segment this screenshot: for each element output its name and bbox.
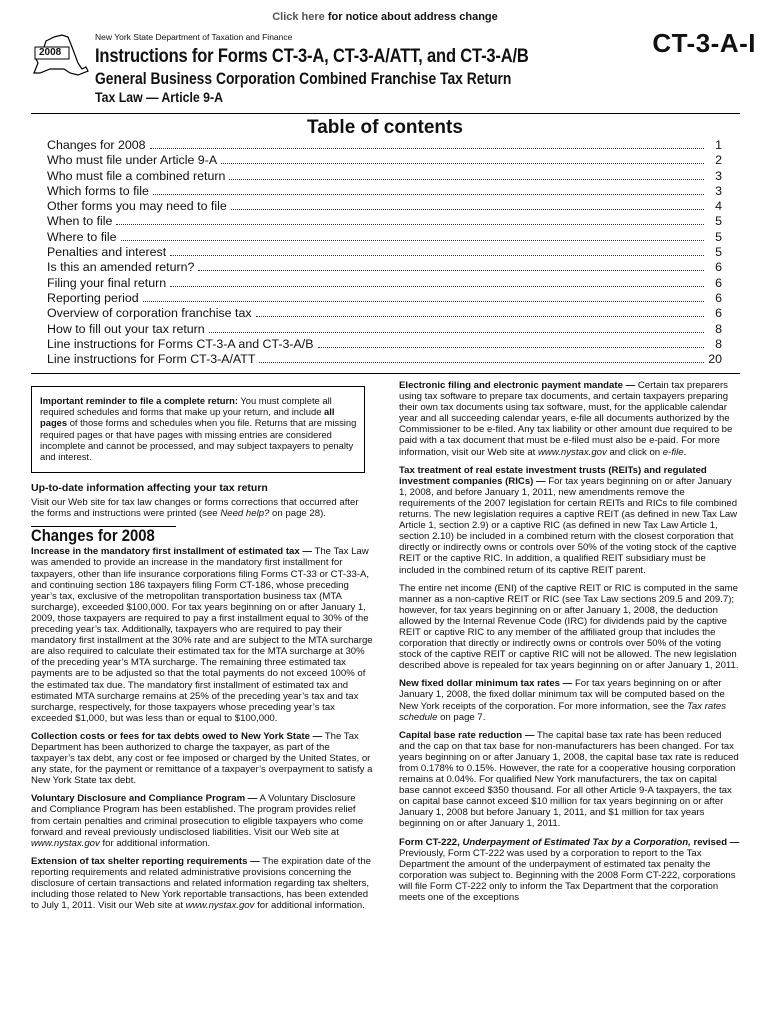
fdm-text: For tax years beginning on or after January 1, 2008, the fixed dollar minimum tax will be computed based on the New York receipts of the corporation. For more information, see the <box>399 678 725 712</box>
toc-divider <box>31 373 740 374</box>
toc-entry[interactable] <box>47 138 722 153</box>
change-4-link[interactable]: www.nystax.gov <box>185 900 255 912</box>
toc-entry-page: 2 <box>715 153 722 168</box>
fdm-heading: New fixed dollar minimum tax rates — <box>399 678 573 690</box>
toc-entry-page: 20 <box>708 352 722 367</box>
toc-entry[interactable] <box>47 199 722 214</box>
change-3-end: for additional information. <box>99 837 211 849</box>
ct222-text: Previously, Form CT-222 was used by a corporation to report to the Tax Department the amount of the underpayment of estimated tax penalty the corporation was subject to. Beginning with the 2008 Form CT-222, corporations will file Form CT-222 only to inform the Tax Department that the corporation meets one of the exceptions <box>399 847 736 904</box>
toc-entry[interactable] <box>47 306 722 321</box>
reminder-heading: Important reminder to file a complete return: <box>40 395 238 406</box>
toc-entry-label: Filing your final return <box>47 275 167 290</box>
tax-law-label: Tax Law — Article 9-A <box>95 89 224 105</box>
toc-leader-dots <box>121 239 704 241</box>
toc-leader-dots <box>143 300 704 302</box>
change-3-text: A Voluntary Disclosure and Compliance Program has been established. The program provides relief from certain penalties and criminal prosecution to eligible taxpayers who come forward and reveal previously undisclosed liabilities. Visit our Web site at <box>31 793 364 838</box>
uptodate-heading: Up-to-date information affecting your tax return <box>31 482 268 494</box>
toc-leader-dots <box>318 346 705 348</box>
toc-entry[interactable] <box>47 245 722 260</box>
change-3-link[interactable]: www.nystax.gov <box>31 837 100 849</box>
notice-text: for notice about address change <box>324 11 498 23</box>
toc-leader-dots <box>229 178 704 180</box>
toc-leader-dots <box>150 147 704 149</box>
toc-entry-label: Is this an amended return? <box>47 260 195 275</box>
change-4-heading: Extension of tax shelter reporting requirements — <box>31 855 260 867</box>
form-id: CT-3-A-I <box>652 28 756 58</box>
toc-title: Table of contents <box>307 117 463 138</box>
toc-leader-dots <box>198 269 704 271</box>
fdm-end: on page 7. <box>437 711 486 723</box>
toc-entry-page: 6 <box>715 275 722 290</box>
tax-rates-ref: Tax rates schedule <box>399 700 727 723</box>
toc-entry-page: 8 <box>715 321 722 336</box>
change-3-heading: Voluntary Disclosure and Compliance Program — <box>31 793 258 805</box>
toc-leader-dots <box>153 193 704 195</box>
efile-mid: and click on <box>606 446 663 458</box>
changes-title: Changes for 2008 <box>31 527 155 546</box>
document-title: Instructions for Forms CT-3-A, CT-3-A/ATT, and CT-3-A/B <box>95 46 529 67</box>
uptodate-text-2: on page 28). <box>269 508 326 520</box>
eni-text: The entire net income (ENI) of the captive REIT or RIC is computed in the same manner as a non-captive REIT or RIC (see Tax Law sections 209.5 and 209.7); however, for tax years beginning on or after January 1, 2008, the deduction allowed by the Internal Revenue Code (IRC) for dividends paid by the captive REIT or captive RIC to any member of the affiliated group that includes the corporation that directly or indirectly owns or controls over 50% of the voting stock of the captive REIT or captive RIC will not be allowed. The new legislation described above is repealed for tax years beginning on or after January 1, 2011. <box>399 582 739 672</box>
efile-text: Certain tax preparers using tax software to prepare tax documents, and certain taxpayers preparing their own tax documents using tax software, must, for the applicable calendar year and all succeeding calendar years, e-file all documents authorized by the Commissioner to be e-filed. Any tax liability or other amount due required to be paid with a tax document that must be e-filed must also be e-paid. For more information, visit our Web site at <box>399 380 733 458</box>
toc-entry-page: 3 <box>715 183 722 198</box>
toc-entry-label: Where to file <box>47 229 117 244</box>
toc-entry-page: 6 <box>715 306 722 321</box>
toc-entry-label: Which forms to file <box>47 183 149 198</box>
left-column <box>31 483 373 918</box>
toc-leader-dots <box>256 315 704 317</box>
change-2-text: The Tax Department has been authorized to charge the taxpayer, as part of the taxpayer’s tax debt, any cost or fee imposed or charged by the United States, or any state, for the payment or remittance of a taxpayer’s overpayment to satisfy a New York State tax debt. <box>31 730 373 787</box>
change-1-text: The Tax Law was amended to provide an increase in the mandatory first installment for taxpayers, other than life insurance corporations filing Forms CT-33 or CT-33-A, and continuing section 186 taxpayers filing Form CT-186, whose preceding year’s tax, exclusive of the metropolitan transportation business tax (MTA surcharge), exceeded $100,000. For tax years beginning on or after January 1, 2009, those taxpayers are required to pay a first installment equal to 30% of the preceding year’s tax. Additionally, taxpayers who are required to pay their mandatory first installment at the 30% rate and are subject to the MTA surcharge are also required to calculate their estimated tax for the MTA surcharge at 30% of the preceding year’s MTA surcharge. The remaining three estimated tax payments are to be adjusted so that the total payments do not exceed 100% of the estimated tax due. The mandatory first installment of estimated tax and estimated MTA surcharge remains at 25% of the preceding year’s tax and tax surcharge, respectively, for those taxpayers whose preceding year’s tax exceeded $1,000, but was less than or equal to $100,000. <box>31 546 373 724</box>
toc-entry[interactable] <box>47 184 722 199</box>
toc-entry[interactable] <box>47 153 722 168</box>
toc-entry-label: Who must file under Article 9-A <box>47 153 218 168</box>
toc-entry[interactable] <box>47 214 722 229</box>
toc-entry-page: 6 <box>715 290 722 305</box>
address-change-link[interactable]: Click here <box>272 11 325 23</box>
reit-heading: Tax treatment of real estate investment trusts (REITs) and regulated investment companies (RICs) — <box>399 464 707 487</box>
reminder-text-2: of those forms and schedules when you file. Returns that are missing required pages or that have pages with missing entries are considered incomplete and cannot be processed, and may subject taxpayers to penalty and interest. <box>40 417 357 463</box>
toc-entry[interactable] <box>47 230 722 245</box>
toc-entry-page: 3 <box>715 168 722 183</box>
toc-entry-label: Line instructions for Forms CT-3-A and CT-3-A/B <box>47 336 314 351</box>
year-label: 2008 <box>39 47 62 58</box>
change-2-heading: Collection costs or fees for tax debts owed to New York State — <box>31 730 323 742</box>
toc-entry-label: Reporting period <box>47 290 139 305</box>
reminder-bold: all pages <box>40 406 335 429</box>
toc-leader-dots <box>170 285 704 287</box>
toc-entry-page: 4 <box>715 199 722 214</box>
toc-entry-label: Who must file a combined return <box>47 168 226 183</box>
change-1-heading: Increase in the mandatory first installment of estimated tax — <box>31 546 312 558</box>
change-4-end: for additional information. <box>254 900 365 912</box>
table-of-contents <box>47 138 722 367</box>
right-column <box>399 380 740 910</box>
toc-entry[interactable] <box>47 276 722 291</box>
document-subtitle: General Business Corporation Combined Franchise Tax Return <box>95 70 512 88</box>
capital-heading: Capital base rate reduction — <box>399 729 535 741</box>
toc-entry-page: 5 <box>715 245 722 260</box>
reminder-text-1: You must complete all required schedules and forms that make up your return, and include <box>40 395 332 418</box>
toc-entry-label: Changes for 2008 <box>47 138 146 152</box>
toc-entry-label: Line instructions for Form CT-3-A/ATT <box>47 352 256 367</box>
uptodate-text-1: Visit our Web site for tax law changes or forms corrections that occurred after the forms and instructions were printed (see <box>31 497 359 520</box>
toc-entry-label: Overview of corporation franchise tax <box>47 306 252 321</box>
department-name: New York State Department of Taxation and Finance <box>95 32 293 42</box>
toc-leader-dots <box>170 254 704 256</box>
toc-entry-label: Penalties and interest <box>47 245 167 260</box>
toc-leader-dots <box>259 361 704 363</box>
toc-leader-dots <box>209 331 704 333</box>
ct222-title: Underpayment of Estimated Tax by a Corporation, <box>462 836 691 848</box>
ct222-revised: revised — <box>690 836 740 848</box>
toc-entry[interactable] <box>47 322 722 337</box>
toc-leader-dots <box>221 162 704 164</box>
toc-entry-page: 6 <box>715 260 722 275</box>
need-help-ref: Need help? <box>220 508 270 520</box>
toc-entry[interactable] <box>47 337 722 352</box>
toc-entry-page: 5 <box>715 229 722 244</box>
efile-link[interactable]: e-file <box>662 446 684 458</box>
toc-entry[interactable] <box>47 291 722 306</box>
capital-text: The capital base tax rate has been reduced and the cap on that tax base for non-manufacturers has been changed. For tax years beginning on or after January 1, 2008, the capital base tax rate is reduced from 0.178% to 0.15%. However, the rate for a cooperative housing corporation remains at 0.04%. For qualified New York manufacturers, the tax on capital base cannot exceed $350 thousand. For all other Article 9-A taxpayers, the tax on capital base cannot exceed $10 million for tax years beginning on or after January 1, 2008 but before January 1, 2011, and $1 million for tax years beginning on or after January 1, 2011. <box>399 729 739 830</box>
important-reminder-box <box>31 386 365 473</box>
change-4-text: The expiration date of the reporting requirements and related administrative provisions concerning the disclosure of certain transactions and related information regarding tax shelters, including those related to New York reportable transactions, has been extended to July 1, 2011. Visit our Web site at <box>31 855 371 912</box>
toc-entry-page: 1 <box>715 138 722 152</box>
toc-entry[interactable] <box>47 260 722 275</box>
toc-entry[interactable] <box>47 169 722 184</box>
toc-entry-label: When to file <box>47 214 113 229</box>
nys-outline-logo <box>28 33 90 77</box>
ct222-heading: Form CT-222, <box>399 836 463 848</box>
toc-entry-label: Other forms you may need to file <box>47 199 227 214</box>
efile-web-link[interactable]: www.nystax.gov <box>538 446 607 458</box>
toc-leader-dots <box>116 223 704 225</box>
toc-leader-dots <box>231 208 704 210</box>
toc-entry-label: How to fill out your tax return <box>47 321 205 336</box>
toc-entry[interactable] <box>47 352 722 367</box>
top-divider <box>31 113 740 114</box>
efile-heading: Electronic filing and electronic payment mandate — <box>399 380 636 391</box>
toc-entry-page: 8 <box>715 336 722 351</box>
toc-entry-page: 5 <box>715 214 722 229</box>
address-change-notice <box>0 11 770 23</box>
reit-text: For tax years beginning on or after January 1, 2008, and before January 1, 2011, new amendments remove the requirements of the 2007 legislation for certain REITs and RICs to file combined returns. The new legislation requires a captive REIT (as defined in new Tax Law Article 1, section 2.9) or a captive RIC (as defined in new Tax Law Article 1, section 2.10) be included in a combined return with the closest corporation that directly or indirectly owns or controls over 50% of the voting stock of the captive REIT or the captive RIC. In addition, a qualified REIT subsidiary must be included in the combined return of its captive REIT parent. <box>399 475 738 576</box>
efile-end: . <box>683 446 687 458</box>
